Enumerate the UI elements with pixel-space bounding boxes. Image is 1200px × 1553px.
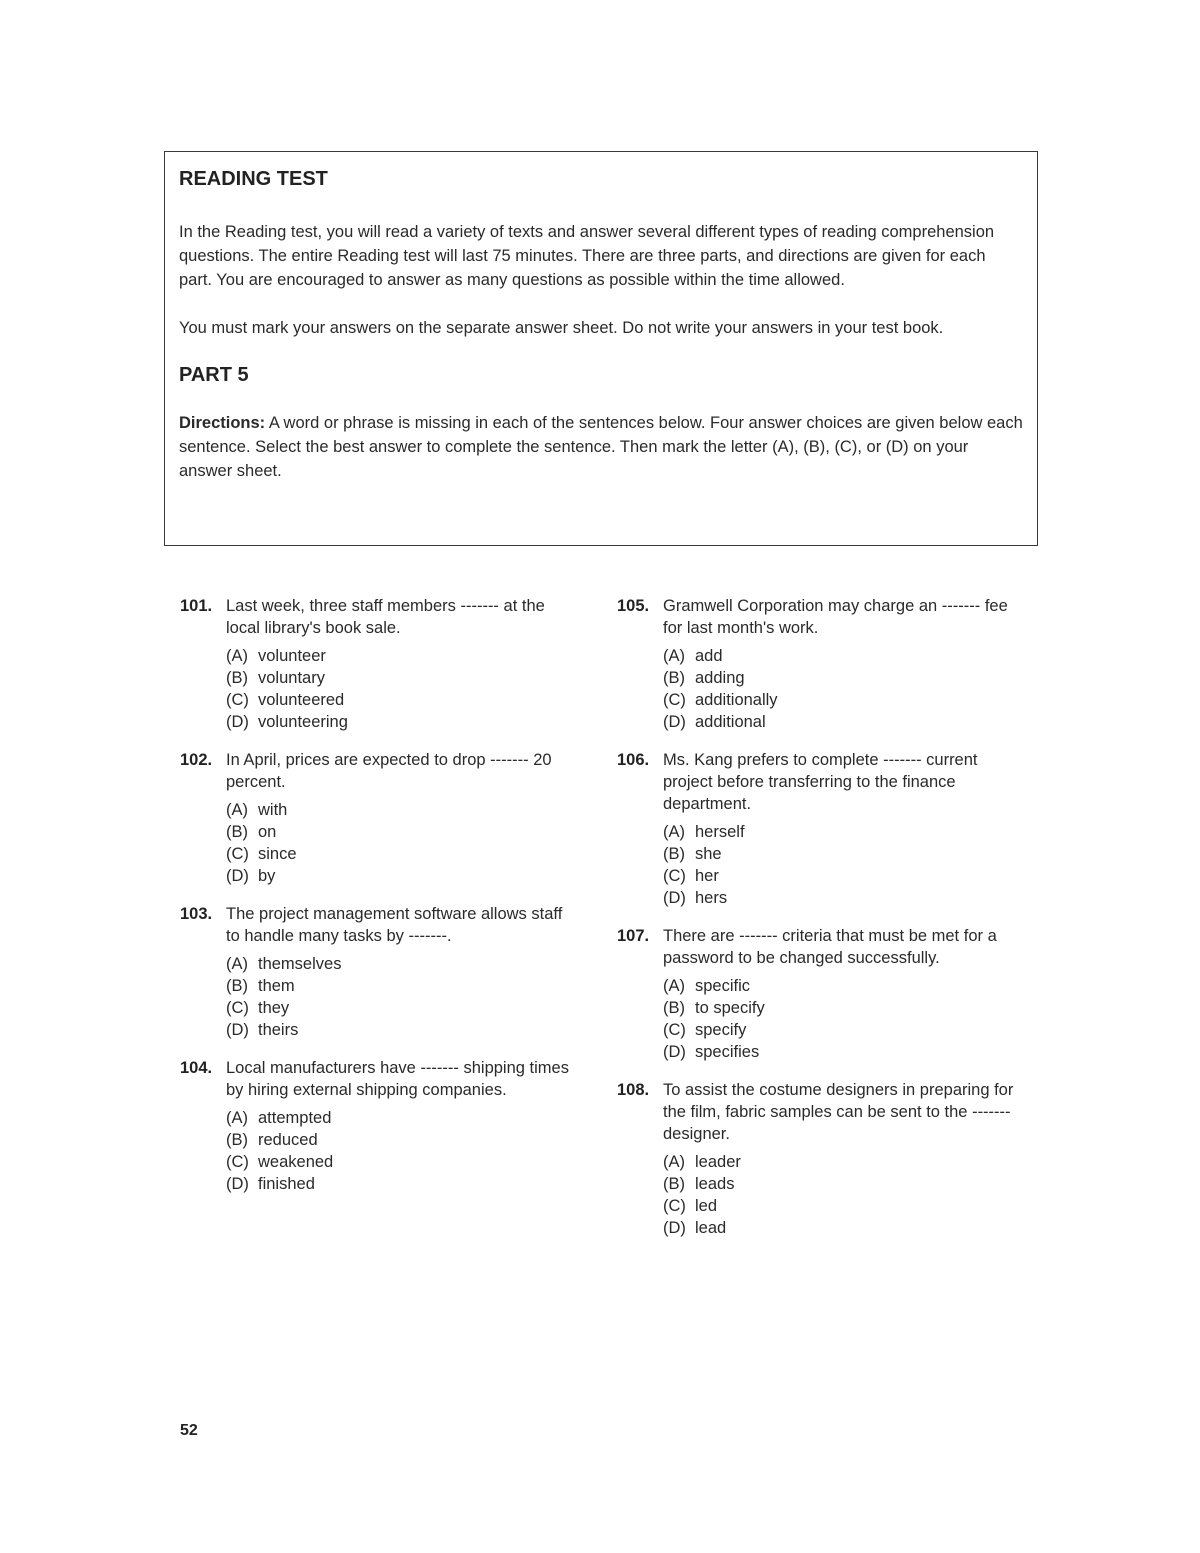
question [180, 903, 580, 1041]
choice-letter: (A) [663, 647, 685, 665]
choice-letter: (C) [226, 1153, 249, 1171]
choice-text: volunteering [258, 713, 348, 731]
choice-text: specifies [695, 1043, 760, 1061]
choice-letter: (D) [663, 889, 686, 907]
question-text: Gramwell Corporation may charge an ------- fee for last month's work. [663, 597, 1008, 637]
choice-letter: (C) [663, 867, 686, 885]
questions-left-column [180, 595, 580, 1211]
choice-text: leader [695, 1153, 741, 1171]
question [617, 925, 1017, 1063]
choice-letter: (A) [226, 647, 248, 665]
answer-choice [226, 711, 580, 733]
answer-choice [226, 645, 580, 667]
question-text: Last week, three staff members ------- at the local library's book sale. [226, 597, 545, 637]
answer-choice [226, 1129, 580, 1151]
question-text: Local manufacturers have ------- shipping times by hiring external shipping companies. [226, 1059, 569, 1099]
question-number: 107. [617, 927, 650, 945]
choice-letter: (A) [226, 955, 248, 973]
choice-text: themselves [258, 955, 342, 973]
question [617, 595, 1017, 733]
choice-letter: (B) [226, 1131, 248, 1149]
choice-letter: (A) [226, 1109, 248, 1127]
answer-choice [226, 1151, 580, 1173]
question-text: There are ------- criteria that must be met for a password to be changed successfully. [663, 927, 997, 967]
choice-text: finished [258, 1175, 315, 1193]
question-number: 101. [180, 597, 213, 615]
choice-letter: (A) [663, 1153, 685, 1171]
choice-letter: (D) [226, 867, 249, 885]
answer-choice [663, 1173, 1017, 1195]
question-number: 108. [617, 1081, 650, 1099]
choice-text: lead [695, 1219, 727, 1237]
question [180, 595, 580, 733]
intro-box [164, 151, 1038, 546]
choice-letter: (C) [226, 845, 249, 863]
choice-text: since [258, 845, 297, 863]
choice-letter: (B) [663, 845, 685, 863]
choice-text: with [258, 801, 288, 819]
choice-text: add [695, 647, 723, 665]
answer-choice [663, 1217, 1017, 1239]
answer-choice [226, 953, 580, 975]
choice-text: voluntary [258, 669, 325, 687]
reading-test-title: READING TEST [179, 168, 328, 190]
page-number: 52 [180, 1422, 198, 1439]
choice-text: additional [695, 713, 766, 731]
answer-choice [663, 667, 1017, 689]
choice-text: specific [695, 977, 751, 995]
answer-choice [226, 975, 580, 997]
answer-choice [663, 645, 1017, 667]
choice-letter: (D) [226, 1021, 249, 1039]
intro-paragraph: In the Reading test, you will read a variety of texts and answer several different types of reading comprehension questions. The entire Reading test will last 75 minutes. There are three parts, and directions are given for each part. You are encouraged to answer as many questions as possible within the time allowed. [179, 223, 995, 289]
choice-letter: (C) [663, 1021, 686, 1039]
choice-letter: (B) [226, 823, 248, 841]
choice-letter: (D) [663, 713, 686, 731]
choice-letter: (A) [663, 977, 685, 995]
choice-letter: (A) [226, 801, 248, 819]
part-title: PART 5 [179, 364, 249, 386]
answer-choice [226, 667, 580, 689]
answer-choice [663, 1195, 1017, 1217]
answer-choice [663, 997, 1017, 1019]
choice-text: leads [695, 1175, 735, 1193]
choice-text: herself [695, 823, 745, 841]
choice-text: specify [695, 1021, 747, 1039]
directions-label: Directions: [179, 414, 266, 432]
question-number: 104. [180, 1059, 213, 1077]
question [180, 749, 580, 887]
answer-choice [226, 843, 580, 865]
answer-choice [226, 821, 580, 843]
answer-choice [226, 689, 580, 711]
choice-text: hers [695, 889, 728, 907]
questions-right-column [617, 595, 1017, 1255]
answer-choice [226, 1173, 580, 1195]
choice-letter: (C) [663, 1197, 686, 1215]
answer-choice [226, 799, 580, 821]
answer-sheet-paragraph: You must mark your answers on the separate answer sheet. Do not write your answers in your test book. [179, 319, 944, 337]
choice-text: them [258, 977, 295, 995]
question-text: To assist the costume designers in preparing for the film, fabric samples can be sent to the ------- designer. [663, 1081, 1014, 1143]
choice-text: theirs [258, 1021, 299, 1039]
answer-choice [663, 821, 1017, 843]
question-number: 105. [617, 597, 650, 615]
question-text: In April, prices are expected to drop ------- 20 percent. [226, 751, 552, 791]
choice-letter: (B) [226, 669, 248, 687]
choice-text: weakened [258, 1153, 334, 1171]
choice-text: by [258, 867, 276, 885]
question-text: The project management software allows staff to handle many tasks by -------. [226, 905, 563, 945]
choice-letter: (C) [663, 691, 686, 709]
choice-letter: (D) [663, 1043, 686, 1061]
question-number: 103. [180, 905, 213, 923]
choice-text: to specify [695, 999, 765, 1017]
directions [179, 411, 1023, 483]
choice-text: adding [695, 669, 745, 687]
choice-text: they [258, 999, 290, 1017]
choice-letter: (D) [226, 1175, 249, 1193]
answer-choice [663, 887, 1017, 909]
answer-choice [226, 1019, 580, 1041]
choice-letter: (B) [226, 977, 248, 995]
answer-choice [226, 865, 580, 887]
choice-text: led [695, 1197, 718, 1215]
question-number: 106. [617, 751, 650, 769]
answer-choice [663, 1041, 1017, 1063]
choice-letter: (A) [663, 823, 685, 841]
question-text: Ms. Kang prefers to complete ------- current project before transferring to the finance department. [663, 751, 978, 813]
question-number: 102. [180, 751, 213, 769]
choice-letter: (D) [663, 1219, 686, 1237]
choice-text: attempted [258, 1109, 332, 1127]
answer-choice [663, 865, 1017, 887]
choice-letter: (B) [663, 1175, 685, 1193]
answer-choice [663, 1019, 1017, 1041]
answer-choice [663, 1151, 1017, 1173]
choice-letter: (C) [226, 999, 249, 1017]
choice-text: she [695, 845, 722, 863]
choice-text: reduced [258, 1131, 318, 1149]
answer-choice [226, 1107, 580, 1129]
answer-choice [663, 689, 1017, 711]
choice-text: additionally [695, 691, 778, 709]
choice-text: volunteer [258, 647, 326, 665]
choice-letter: (B) [663, 669, 685, 687]
question [617, 749, 1017, 909]
choice-letter: (B) [663, 999, 685, 1017]
choice-letter: (C) [226, 691, 249, 709]
choice-text: on [258, 823, 277, 841]
question [180, 1057, 580, 1195]
choice-letter: (D) [226, 713, 249, 731]
answer-choice [226, 997, 580, 1019]
choice-text: her [695, 867, 719, 885]
question [617, 1079, 1017, 1239]
answer-choice [663, 975, 1017, 997]
choice-text: volunteered [258, 691, 345, 709]
answer-choice [663, 711, 1017, 733]
answer-choice [663, 843, 1017, 865]
directions-text: A word or phrase is missing in each of the sentences below. Four answer choices are given below each sentence. Select the best answer to complete the sentence. Then mark the letter (A), (B), (C), or (D) on your answer sheet. [179, 414, 1023, 480]
